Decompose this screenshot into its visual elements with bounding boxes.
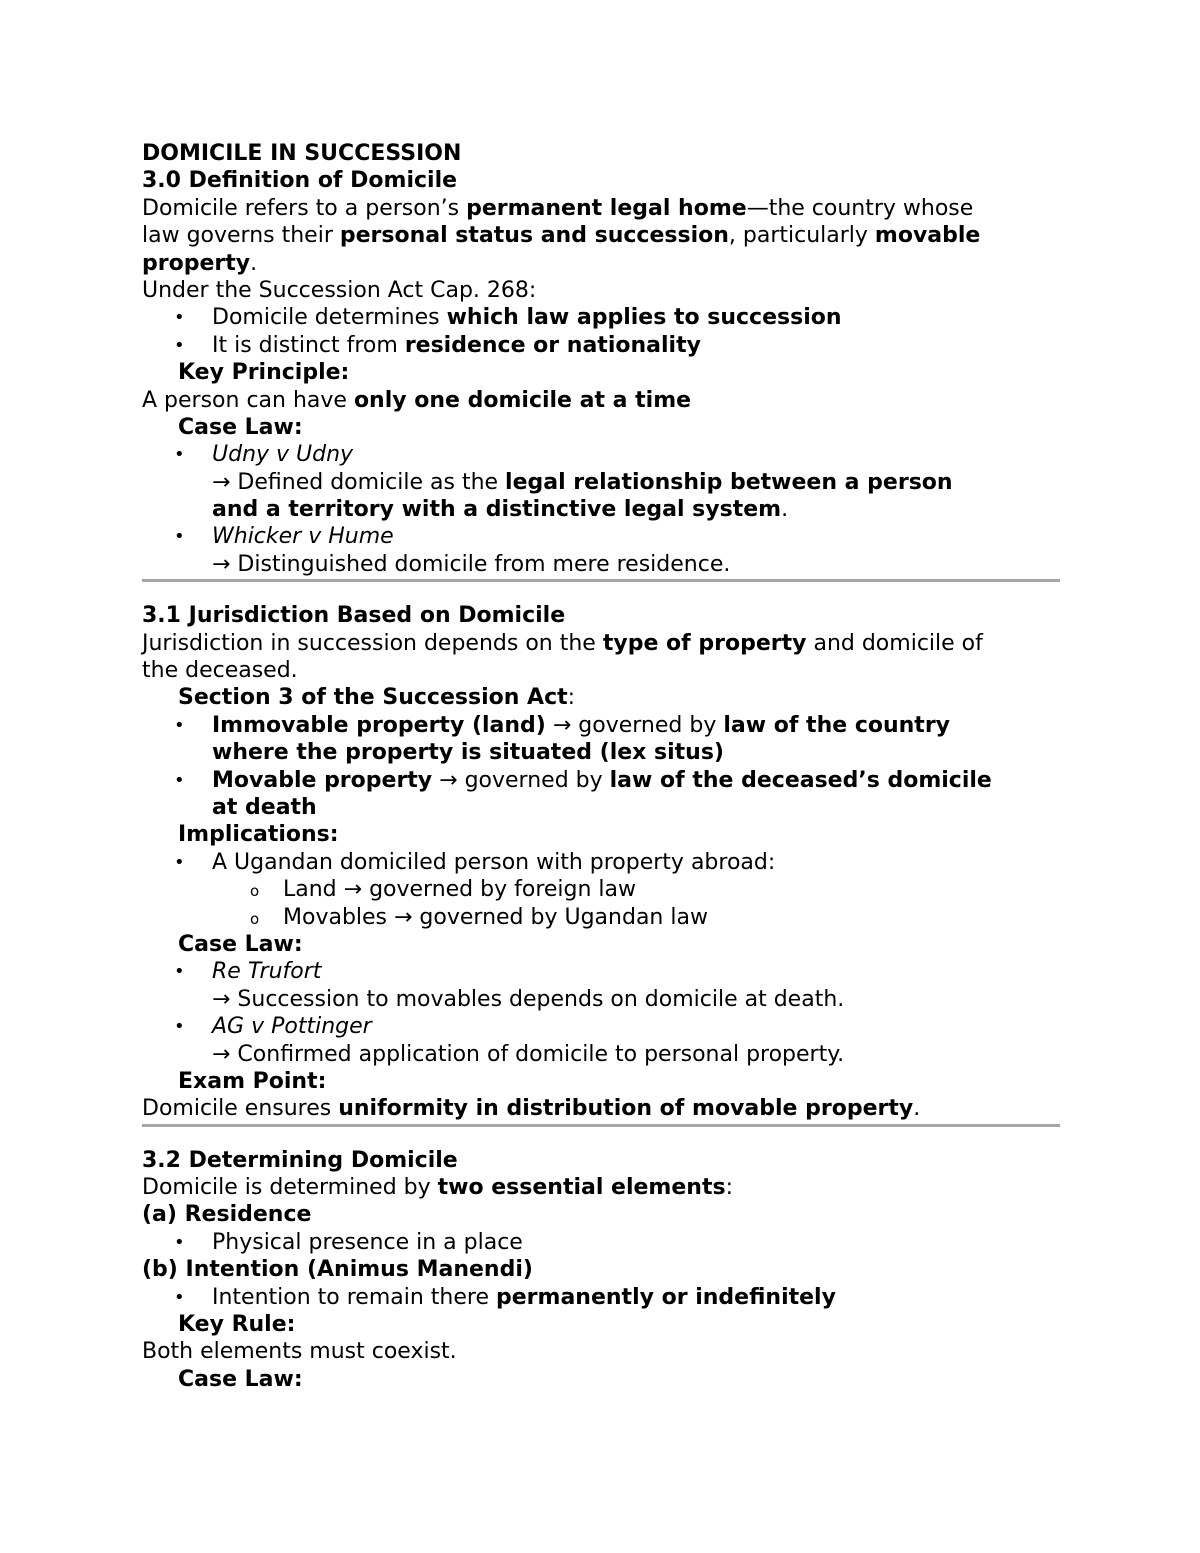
- list-item-continuation: at death: [212, 794, 317, 820]
- list-item-note: → Distinguished domicile from mere residence.: [212, 551, 731, 577]
- bullet-icon: •: [174, 961, 185, 983]
- bullet-icon: •: [174, 851, 185, 873]
- list-item-note: → Confirmed application of domicile to personal property.: [212, 1041, 845, 1067]
- subheading: Case Law:: [178, 1366, 303, 1392]
- list-item: • Physical presence in a place: [174, 1229, 523, 1255]
- list-item: • AG v Pottinger: [174, 1014, 372, 1040]
- document-title: DOMICILE IN SUCCESSION: [142, 141, 462, 166]
- bullet-icon: •: [174, 1286, 185, 1308]
- subheading: Exam Point:: [178, 1068, 327, 1094]
- subheading: Case Law:: [178, 414, 303, 440]
- list-item: • Intention to remain there permanently or indefinitely: [174, 1284, 836, 1310]
- paragraph-line: the deceased.: [142, 658, 298, 684]
- subheading: Section 3 of the Succession Act:: [178, 685, 576, 711]
- circle-bullet-icon: o: [250, 882, 260, 901]
- bullet-icon: •: [174, 526, 185, 548]
- section-3-1-heading: 3.1 Jurisdiction Based on Domicile: [142, 603, 566, 629]
- paragraph-line: property.: [142, 250, 258, 276]
- sub-list-item: o Movables → governed by Ugandan law: [142, 904, 1060, 931]
- section-3-2-heading: 3.2 Determining Domicile: [142, 1147, 458, 1173]
- bullet-icon: •: [174, 769, 185, 791]
- paragraph-line: Domicile refers to a person’s permanent legal home—the country whose: [142, 195, 974, 221]
- bullet-icon: •: [174, 444, 185, 466]
- paragraph-line: Both elements must coexist.: [142, 1339, 457, 1365]
- list-item-continuation: where the property is situated (lex situs): [212, 740, 724, 766]
- section-3-0-heading: 3.0 Definition of Domicile: [142, 168, 458, 194]
- list-item: • Udny v Udny: [174, 442, 354, 468]
- bullet-icon: •: [174, 1231, 185, 1253]
- horizontal-divider: [142, 579, 1060, 582]
- list-item-note: → Succession to movables depends on domicile at death.: [212, 986, 845, 1012]
- bullet-icon: •: [174, 307, 185, 329]
- bullet-icon: •: [174, 714, 185, 736]
- list-item: • Whicker v Hume: [174, 524, 394, 550]
- bullet-icon: •: [174, 334, 185, 356]
- subheading: Implications:: [178, 822, 339, 848]
- subheading: Key Rule:: [178, 1312, 296, 1338]
- list-item: • Immovable property (land) → governed by law of the country: [174, 712, 951, 738]
- paragraph-line: Domicile is determined by two essential elements:: [142, 1175, 733, 1201]
- list-item: • Movable property → governed by law of the deceased’s domicile: [174, 767, 992, 793]
- paragraph-line: Jurisdiction in succession depends on the type of property and domicile of: [142, 630, 983, 656]
- bullet-icon: •: [174, 1016, 185, 1038]
- list-item: • A Ugandan domiciled person with property abroad:: [174, 849, 776, 875]
- subheading: Case Law:: [178, 931, 303, 957]
- subheading: (b) Intention (Animus Manendi): [142, 1257, 533, 1283]
- horizontal-divider: [142, 1124, 1060, 1127]
- list-item: • Re Trufort: [174, 959, 322, 985]
- paragraph-line: A person can have only one domicile at a time: [142, 387, 692, 413]
- list-item-note: → Defined domicile as the legal relationship between a person: [212, 469, 953, 495]
- paragraph-line: Under the Succession Act Cap. 268:: [142, 277, 537, 303]
- subheading: (a) Residence: [142, 1202, 312, 1228]
- paragraph-line: Domicile ensures uniformity in distribution of movable property.: [142, 1096, 921, 1122]
- list-item: • Domicile determines which law applies to succession: [174, 305, 842, 331]
- circle-bullet-icon: o: [250, 909, 260, 928]
- document-page: [142, 140, 1060, 1393]
- list-item-note: and a territory with a distinctive legal system.: [212, 497, 789, 523]
- subheading: Key Principle:: [178, 360, 350, 386]
- list-item: • It is distinct from residence or nationality: [174, 332, 701, 358]
- paragraph-line: law governs their personal status and succession, particularly movable: [142, 223, 981, 249]
- sub-list-item: o Land → governed by foreign law: [142, 876, 1060, 903]
